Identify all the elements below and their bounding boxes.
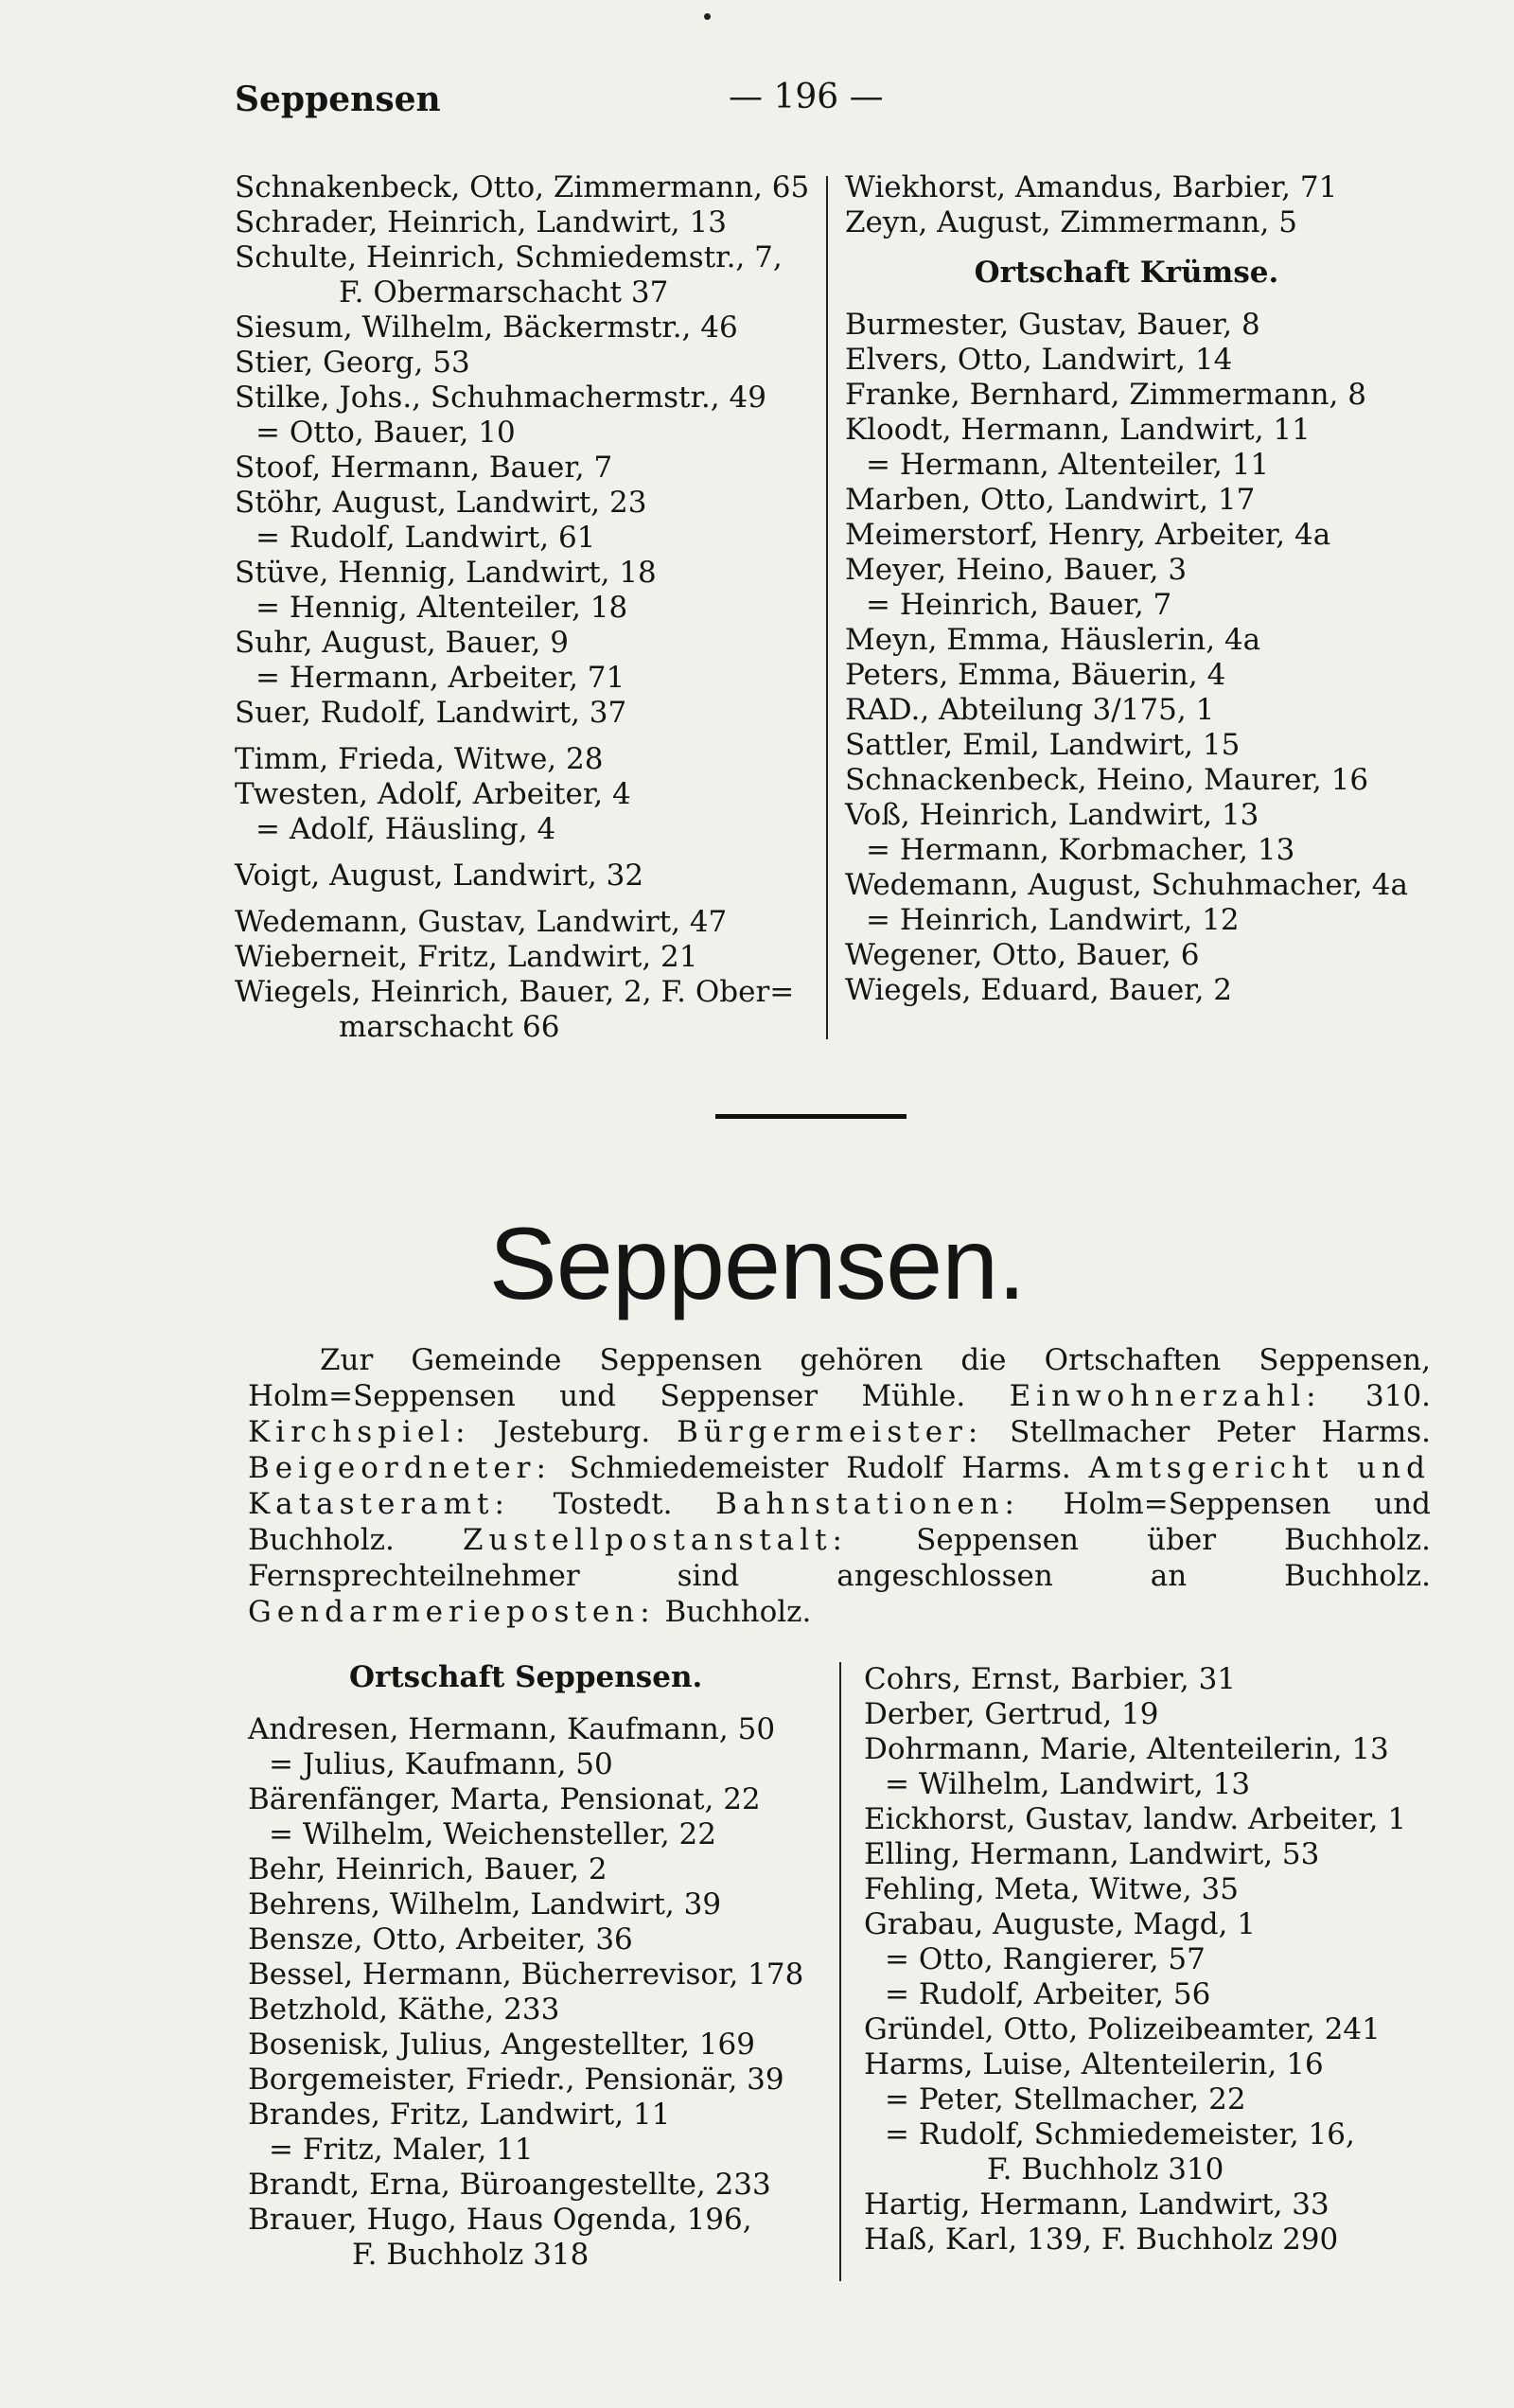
directory-entry: Behrens, Wilhelm, Landwirt, 39 [248,1887,722,1921]
directory-entry: Brandt, Erna, Büroangestellte, 233 [248,2168,771,2202]
directory-entry: Andresen, Hermann, Kaufmann, 50 [248,1712,776,1746]
label-kirchspiel: Kirchspiel: [248,1415,471,1449]
directory-entry: Dohrmann, Marie, Altenteilerin, 13 [864,1732,1389,1766]
directory-entry: Betzhold, Käthe, 233 [248,1992,560,2027]
directory-entry: Timm, Frieda, Witwe, 28 [235,742,604,776]
directory-entry: Stier, Georg, 53 [235,345,470,380]
directory-entry: F. Obermarschacht 37 [339,275,669,310]
directory-entry: Derber, Gertrud, 19 [864,1697,1159,1731]
directory-entry: Behr, Heinrich, Bauer, 2 [248,1852,607,1886]
municipality-intro [248,1342,1431,1630]
value-bahnstationen: Holm=Seppensen und Buchholz. [248,1487,1432,1557]
directory-entry: Stöhr, August, Landwirt, 23 [235,486,647,520]
directory-entry: Wedemann, Gustav, Landwirt, 47 [235,905,728,939]
column-bottom-right [864,1662,1406,2258]
label-zustellpostanstalt: Zustellpostanstalt: [462,1523,848,1557]
directory-entry: Stoof, Hermann, Bauer, 7 [235,451,613,485]
column-top-left [235,170,809,1045]
directory-entry: = Rudolf, Schmiedemeister, 16, [885,2117,1355,2151]
directory-entry: Wiegels, Eduard, Bauer, 2 [845,973,1233,1007]
directory-entry: Bensze, Otto, Arbeiter, 36 [248,1922,633,1956]
section-title: Seppensen. [488,1206,1026,1320]
directory-entry: Bosenisk, Julius, Angestellter, 169 [248,2027,755,2062]
directory-entry: Marben, Otto, Landwirt, 17 [845,483,1256,517]
directory-entry: Bessel, Hermann, Bücherrevisor, 178 [248,1957,804,1992]
directory-entry: Stüve, Hennig, Landwirt, 18 [235,556,657,590]
directory-entry: = Hermann, Altenteiler, 11 [866,448,1270,482]
directory-entry: = Wilhelm, Weichensteller, 22 [269,1817,716,1851]
directory-entry: Elling, Hermann, Landwirt, 53 [864,1837,1320,1871]
directory-entry: Peters, Emma, Bäuerin, 4 [845,658,1226,692]
directory-entry: Franke, Bernhard, Zimmermann, 8 [845,378,1366,412]
directory-entry: = Heinrich, Landwirt, 12 [866,903,1240,937]
directory-entry: Voß, Heinrich, Landwirt, 13 [845,798,1259,832]
locality-heading: Ortschaft Seppensen. [349,1660,703,1694]
directory-entry: Zeyn, August, Zimmermann, 5 [845,205,1297,239]
column-divider-bottom [839,1662,841,2281]
value-buergermeister: Stellmacher Peter Harms. [1010,1415,1431,1449]
spacer [235,731,809,742]
directory-entry: = Hermann, Arbeiter, 71 [255,661,625,695]
directory-entry: Wegener, Otto, Bauer, 6 [845,938,1200,972]
directory-entry: Suer, Rudolf, Landwirt, 37 [235,696,627,730]
directory-entry: = Otto, Bauer, 10 [255,416,516,450]
directory-entry: = Rudolf, Arbeiter, 56 [885,1977,1211,2011]
directory-entry: Meyn, Emma, Häuslerin, 4a [845,623,1261,657]
directory-entry: Eickhorst, Gustav, landw. Arbeiter, 1 [864,1802,1407,1836]
directory-entry: Harms, Luise, Altenteilerin, 16 [864,2047,1324,2081]
label-beigeordneter: Beigeordneter: [248,1451,552,1485]
page-number: — 196 — [729,78,884,116]
directory-entry: F. Buchholz 310 [987,2152,1224,2187]
directory-entry: Brauer, Hugo, Haus Ogenda, 196, [248,2203,752,2237]
directory-entry: Wiegels, Heinrich, Bauer, 2, F. Ober= [235,975,795,1009]
directory-entry: Schrader, Heinrich, Landwirt, 13 [235,205,727,239]
column-divider-top [826,176,828,1039]
directory-entry: Schnackenbeck, Heino, Maurer, 16 [845,763,1369,797]
column-bottom-left [248,1645,803,2273]
column-top-right [845,170,1408,1008]
locality-heading: Ortschaft Krümse. [974,256,1279,290]
value-einwohnerzahl: 310. [1364,1379,1431,1413]
directory-entry: = Rudolf, Landwirt, 61 [255,521,596,555]
directory-entry: RAD., Abteilung 3/175, 1 [845,693,1215,727]
label-amtsgericht: Amtsgericht und Katasteramt: [248,1451,1431,1521]
directory-entry: = Peter, Stellmacher, 22 [885,2082,1246,2116]
spacer [235,847,809,859]
directory-entry: Borgemeister, Friedr., Pensionär, 39 [248,2063,784,2097]
intro-text: Zur Gemeinde Seppensen gehören die Ortschaften Seppensen, Holm=Seppensen und Seppenser Mühle. [248,1343,1431,1413]
directory-entry: Grabau, Auguste, Magd, 1 [864,1907,1256,1941]
spacer [235,894,809,905]
directory-entry: = Hennig, Altenteiler, 18 [255,591,628,625]
directory-entry: Stilke, Johs., Schuhmachermstr., 49 [235,381,766,415]
ink-dot [704,13,711,20]
directory-entry: Voigt, August, Landwirt, 32 [235,859,644,893]
directory-entry: Sattler, Emil, Landwirt, 15 [845,728,1241,762]
value-amtsgericht: Tostedt. [553,1487,673,1521]
label-bahnstationen: Bahnstationen: [715,1487,1020,1521]
directory-entry: Gründel, Otto, Polizeibeamter, 241 [864,2012,1381,2046]
directory-entry: marschacht 66 [339,1010,560,1044]
directory-entry: Wieberneit, Fritz, Landwirt, 21 [235,940,698,974]
directory-entry: = Wilhelm, Landwirt, 13 [885,1767,1251,1801]
directory-entry: Schulte, Heinrich, Schmiedemstr., 7, [235,240,783,274]
directory-entry: = Hermann, Korbmacher, 13 [866,833,1295,867]
value-zustellpostanstalt: Seppensen über Buchholz. Fernsprechteilnehmer sind angeschlossen an Buchholz. [248,1523,1431,1593]
directory-entry: = Fritz, Maler, 11 [269,2133,534,2167]
directory-entry: F. Buchholz 318 [352,2238,590,2272]
directory-entry: Elvers, Otto, Landwirt, 14 [845,343,1233,377]
directory-entry: Bärenfänger, Marta, Pensionat, 22 [248,1782,761,1816]
directory-entry: Schnakenbeck, Otto, Zimmermann, 65 [235,170,810,204]
directory-entry: = Otto, Rangierer, 57 [885,1942,1206,1976]
directory-entry: = Heinrich, Bauer, 7 [866,588,1172,622]
directory-entry: Hartig, Hermann, Landwirt, 33 [864,2187,1329,2222]
directory-entry: = Adolf, Häusling, 4 [255,812,556,846]
running-header-place: Seppensen [235,80,441,119]
directory-entry: Wiekhorst, Amandus, Barbier, 71 [845,170,1338,204]
directory-entry: Meimerstorf, Henry, Arbeiter, 4a [845,518,1331,552]
value-kirchspiel: Jesteburg. [497,1415,651,1449]
directory-entry: Wedemann, August, Schuhmacher, 4a [845,868,1408,902]
directory-entry: Meyer, Heino, Bauer, 3 [845,553,1188,587]
directory-entry: Haß, Karl, 139, F. Buchholz 290 [864,2222,1339,2257]
label-einwohnerzahl: Einwohnerzahl: [1009,1379,1322,1413]
directory-entry: Brandes, Fritz, Landwirt, 11 [248,2098,671,2132]
value-beigeordneter: Schmiedemeister Rudolf Harms. [569,1451,1071,1485]
label-gendarmerieposten: Gendarmerieposten: [248,1595,656,1629]
directory-entry: Cohrs, Ernst, Barbier, 31 [864,1662,1237,1696]
value-gendarmerieposten: Buchholz. [664,1595,812,1629]
directory-entry: Suhr, August, Bauer, 9 [235,626,569,660]
label-buergermeister: Bürgermeister: [677,1415,984,1449]
directory-entry: Twesten, Adolf, Arbeiter, 4 [235,777,631,811]
section-separator [715,1114,907,1119]
directory-entry: Kloodt, Hermann, Landwirt, 11 [845,413,1311,447]
directory-entry: = Julius, Kaufmann, 50 [269,1747,613,1781]
directory-entry: Siesum, Wilhelm, Bäckermstr., 46 [235,310,738,345]
directory-entry: Burmester, Gustav, Bauer, 8 [845,308,1260,342]
directory-entry: Fehling, Meta, Witwe, 35 [864,1872,1239,1906]
